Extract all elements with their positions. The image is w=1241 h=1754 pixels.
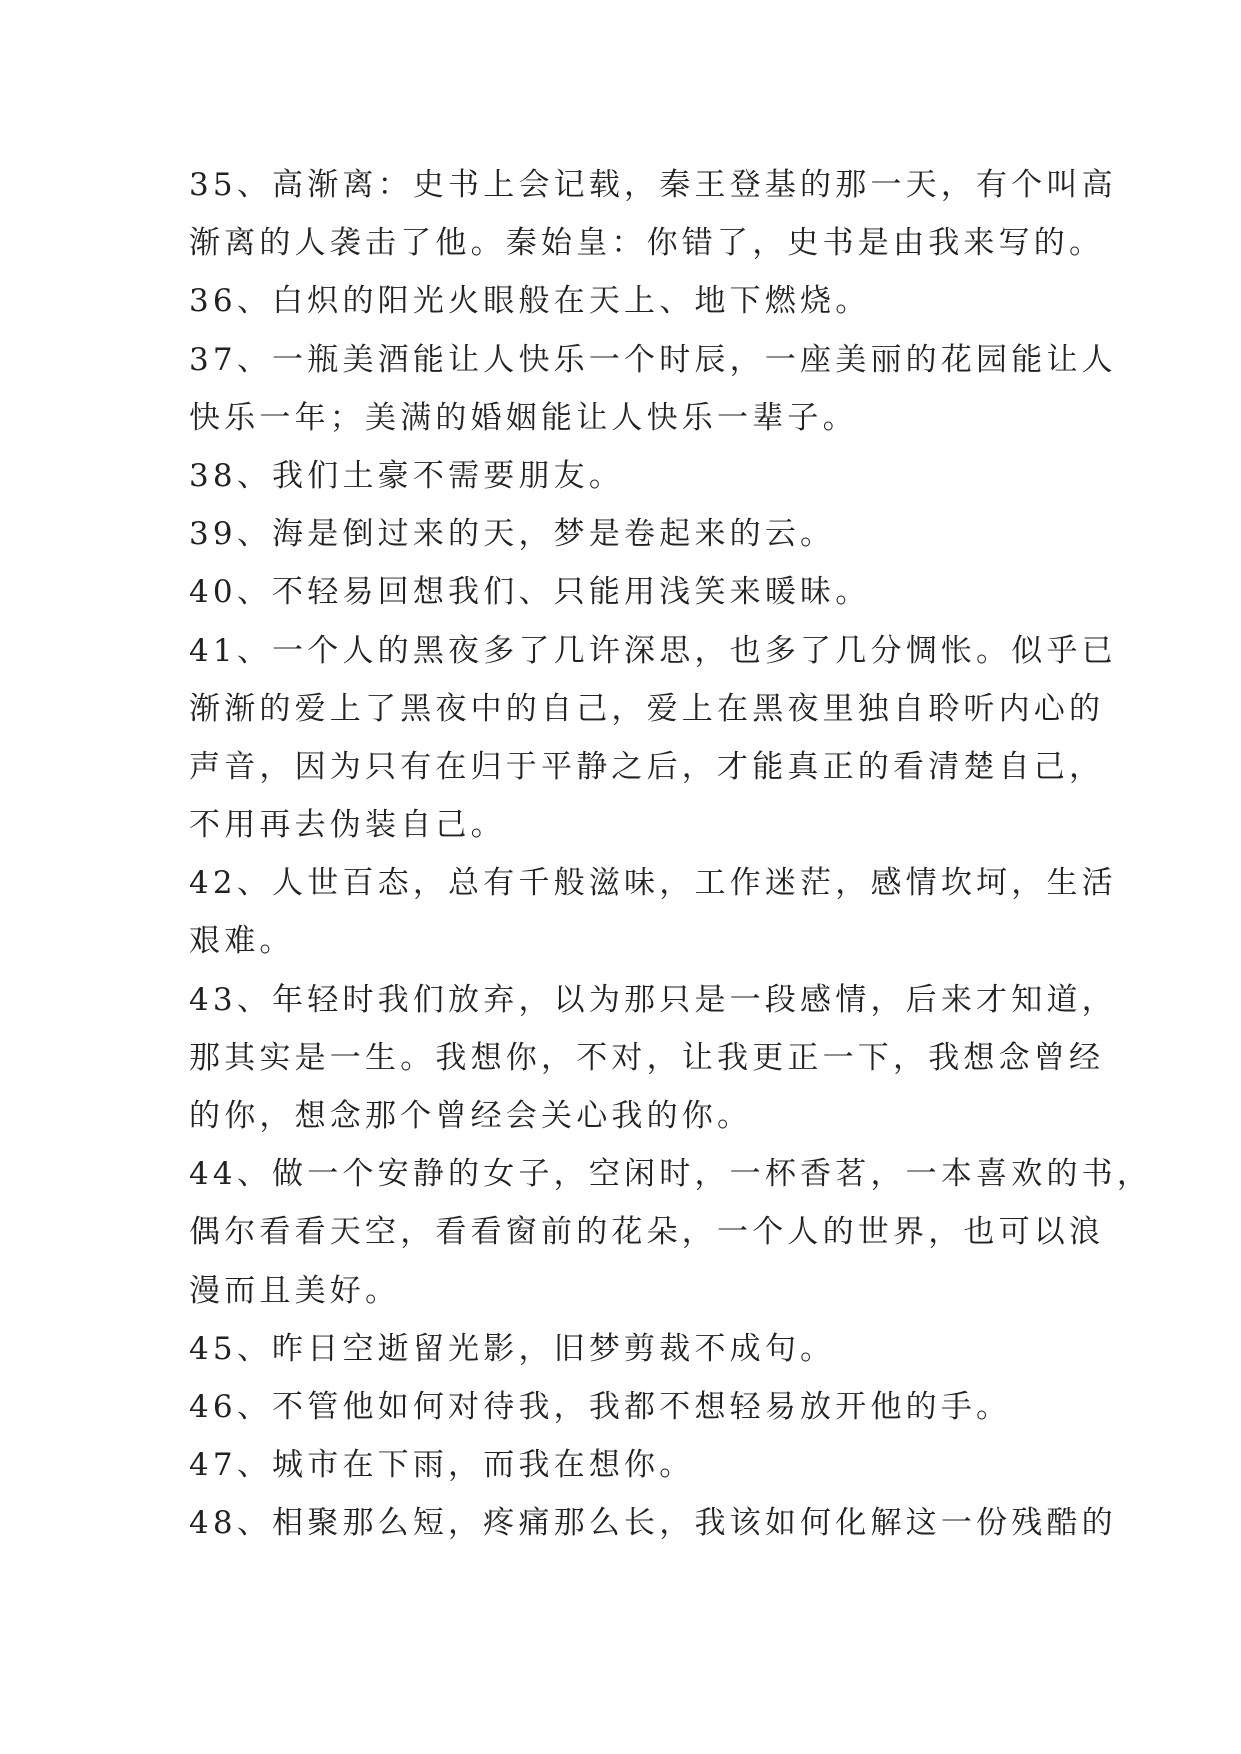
text-line: 不用再去伪装自己。 [189,807,506,844]
text-line: 那其实是一生。我想你，不对，让我更正一下，我想念曾经 [189,1039,1105,1076]
text-line: 艰难。 [189,923,295,960]
text-line: 41、一个人的黑夜多了几许深思，也多了几分惆怅。似乎已 [189,632,1117,669]
text-line: 渐离的人袭击了他。秦始皇：你错了，史书是由我来写的。 [189,225,1105,262]
text-line: 偶尔看看天空，看看窗前的花朵，一个人的世界，也可以浪 [189,1214,1105,1251]
text-line: 42、人世百态，总有千般滋味，工作迷茫，感情坎坷，生活 [189,865,1117,902]
text-line: 快乐一年；美满的婚姻能让人快乐一辈子。 [189,399,858,436]
text-line: 36、白炽的阳光火眼般在天上、地下燃烧。 [189,283,871,320]
text-line: 渐渐的爱上了黑夜中的自己，爱上在黑夜里独自聆听内心的 [189,690,1105,727]
text-line: 声音，因为只有在归于平静之后，才能真正的看清楚自己， [189,748,1105,785]
document-body [189,156,1153,1553]
text-line: 47、城市在下雨，而我在想你。 [189,1447,695,1484]
text-line: 46、不管他如何对待我，我都不想轻易放开他的手。 [189,1388,1012,1425]
text-line: 40、不轻易回想我们、只能用浅笑来暖昧。 [189,574,871,611]
text-line: 39、海是倒过来的天，梦是卷起来的云。 [189,516,836,553]
text-line: 漫而且美好。 [189,1272,401,1309]
text-line: 的你，想念那个曾经会关心我的你。 [189,1098,753,1134]
text-line: 43、年轻时我们放弃，以为那只是一段感情，后来才知道， [189,981,1117,1018]
text-line: 38、我们土豪不需要朋友。 [189,457,625,494]
text-line: 35、高渐离：史书上会记载，秦王登基的那一天，有个叫高 [189,167,1117,203]
text-line: 48、相聚那么短，疼痛那么长，我该如何化解这一份残酷的 [189,1505,1117,1542]
text-line: 37、一瓶美酒能让人快乐一个时辰，一座美丽的花园能让人 [189,341,1117,378]
text-line: 44、做一个安静的女子，空闲时，一杯香茗，一本喜欢的书， [189,1156,1153,1193]
text-line: 45、昨日空逝留光影，旧梦剪裁不成句。 [189,1330,836,1367]
